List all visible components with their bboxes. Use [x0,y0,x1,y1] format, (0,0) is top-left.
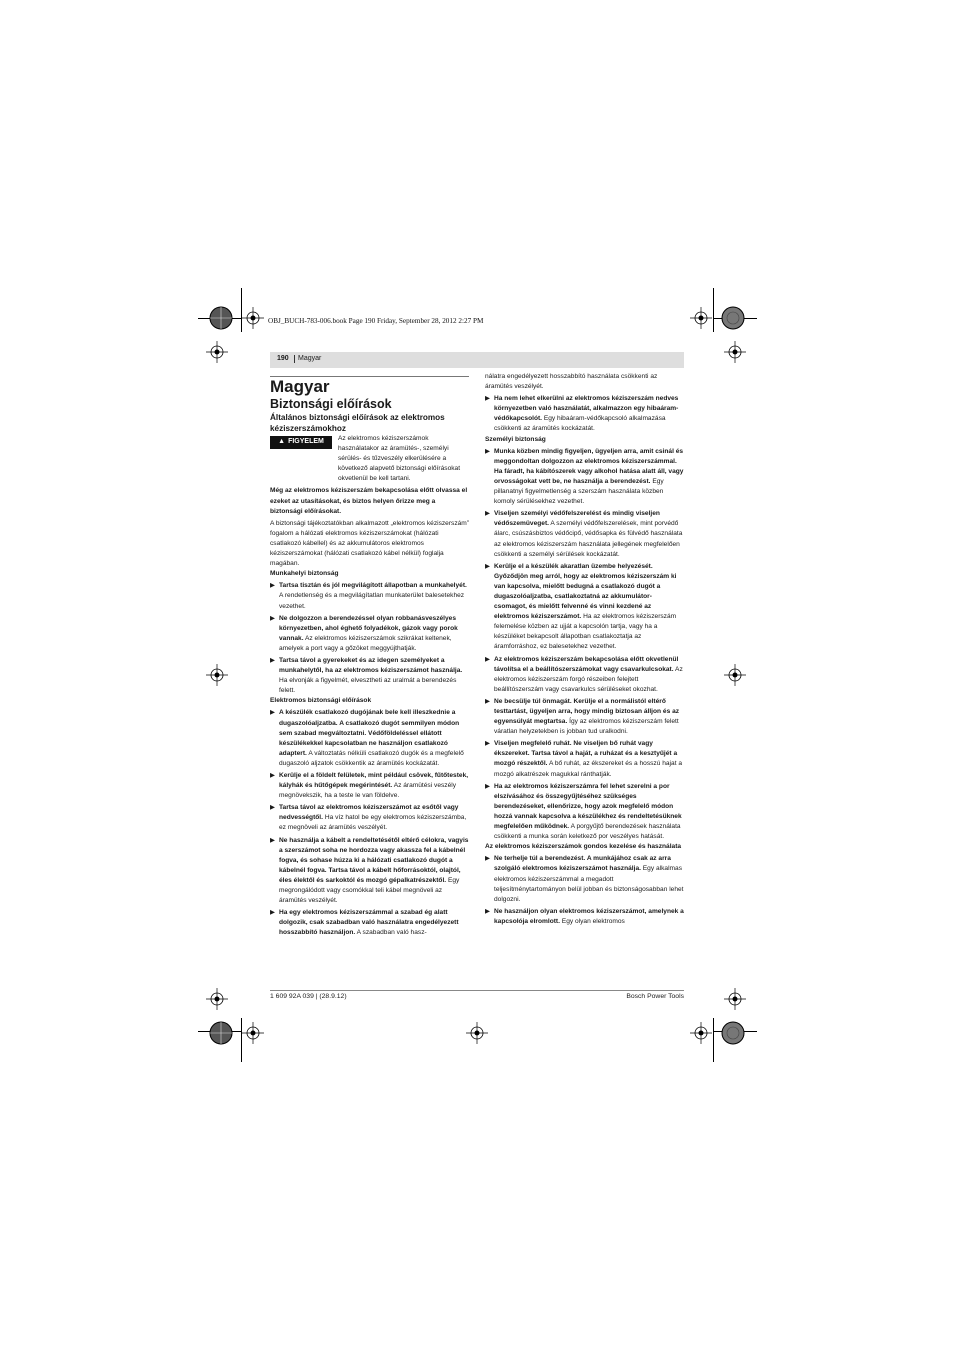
bullet-text: Az áramütési veszély megnövekszik, ha a teste le van földelve. [279,782,457,800]
bullet-bold-text: Ne dolgozzon a berendezéssel olyan robbanásveszélyes környezetben, ahol éghető folyadékok, gázok vagy porok vannak. [279,614,458,642]
crosshair-icon [206,341,228,363]
bullet-arrow-icon: ▶ [485,510,491,518]
bullet-text: Egy hibaáram-védőkapcsoló alkalmazása csökkenti az áramütés kockázatát. [494,415,666,433]
bullet-item [270,908,469,938]
bullet-arrow-icon: ▶ [485,395,491,403]
bullet-arrow-icon: ▶ [485,740,491,748]
bullet-bold-text: Viseljen személyi védőfelszerelést és mindig viseljen védőszemüveget. [494,510,660,528]
bullet-bold-text: Munka közben mindig figyeljen, ügyeljen arra, amit csinál és meggondoltan dolgozzon az elektromos kéziszerszámmal. Ha fáradt, ha kábítószerek vagy alkohol hatása alatt áll, vagy orvosságokat vett be, ne használja a berendezést. [494,447,684,485]
bullet-item [270,581,469,611]
page-title: Magyar [270,377,330,396]
bullet-bold-text: Ne terhelje túl a berendezést. A munkájához csak az arra szolgáló elektromos kéziszerszámot használja. [494,855,671,873]
bullet-bold-text: Kerülje el a készülék akaratlan üzembe helyezését. Győződjön meg arról, hogy az elektromos kéziszerszám ki van kapcsolva, mielőtt bedugná a csatlakozó dugót a dugaszolóaljzatba, csatlakoztatná az akkumulátor-csomagot, és mielőtt felvenné és vinni kezdené az elektromos kéziszerszámot. [494,562,677,621]
footer-brand: Bosch Power Tools [626,993,684,1000]
registration-mark-icon [208,305,234,331]
bullet-text: Ha elvonják a figyelmét, elvesztheti az uralmát a berendezés felett. [279,677,457,695]
warning-badge-label: FIGYELEM [288,438,324,446]
bullet-list [485,447,684,843]
subsection-label: Az elektromos kéziszerszámok gondos kezelése és használata [485,843,682,851]
section-heading: Biztonsági előírások [270,397,392,411]
bullet-arrow-icon: ▶ [270,909,276,917]
subsection-label: Munkahelyi biztonság [270,570,339,578]
registration-mark-icon [720,1020,746,1046]
bullet-list [270,708,469,938]
bullet-item [485,739,684,779]
bullet-text: Egy megrongálódott vagy csomókkal teli kábel megnöveli az áramütés veszélyét. [279,876,460,905]
bullet-arrow-icon: ▶ [270,772,276,779]
bullet-text: Egy pillanatnyi figyelmetlenség a szerszám használata közben komoly sérülésekhez vezethet. [494,477,664,506]
bullet-text: A porgyűjtő berendezések használata csökkenti a munka során keletkező por veszélyes hatását. [494,823,681,841]
crosshair-icon [724,664,746,686]
bullet-bold-text: Ha az elektromos kéziszerszámra fel lehet szerelni a por elszívásához és összegyűjtéséhez szükséges berendezéseket, ellenőrizze, hogy azok megfelelő módon hozzá vannak kapcsolva a készülékhez és rendeltetésüknek megfelelően működnek. [494,782,682,831]
crosshair-icon [724,988,746,1010]
bullet-arrow-icon: ▶ [270,804,276,812]
print-info-line: OBJ_BUCH-783-006.book Page 190 Friday, September 28, 2012 2:27 PM [268,317,484,325]
page-header-bar [270,352,684,368]
bullet-arrow-icon: ▶ [485,855,491,863]
bullet-text: A rendetlenség és a megvilágítatlan munkaterület balesetekhez vezethet. [279,592,465,610]
definition-paragraph: A biztonsági tájékoztatókban alkalmazott „elektromos kéziszerszám” fogalom a hálózati elektromos kéziszerszámokat (hálózati csatlakozó kábellel) és az akkumulátoros elektromos kéziszerszámokat (hálózati csatlakozó kábel nélkül) foglalja magában. [270,519,469,568]
bullet-item [485,907,684,927]
left-column [270,374,469,939]
bullet-text: Így az elektromos kéziszerszám felett váratlan helyzetekben is jobban tud uralkodni. [494,718,679,736]
bullet-item [485,655,684,695]
bullet-text: Ha az elektromos kéziszerszám felemelése közben az ujját a kapcsolón tartja, vagy ha a készüléket bekapcsolt állapotban csatlakoztatja az áramforráshoz, ez balesetekhez vezethet. [494,613,677,651]
bullet-arrow-icon: ▶ [485,655,491,663]
bullet-arrow-icon: ▶ [270,709,276,717]
crosshair-icon [724,341,746,363]
bullet-arrow-icon: ▶ [485,447,491,455]
bullet-arrow-icon: ▶ [485,782,491,790]
bullet-bold-text: Tartsa távol a gyerekeket és az idegen személyeket a munkahelytől, ha az elektromos kéziszerszámot használja. [279,656,463,675]
bullet-arrow-icon: ▶ [270,582,276,590]
bullet-text: Egy alkalmas elektromos kéziszerszámmal a megadott teljesítménytartományon belül jobban és biztonságosabban lehet dolgozni. [494,865,684,903]
crop-mark [713,288,714,332]
bullet-list [270,581,469,696]
subsection-label: Elektromos biztonsági előírások [270,697,372,705]
crosshair-icon [690,307,712,329]
bullet-list [485,854,684,927]
bullet-text: Az elektromos kéziszerszámok szikrákat keltenek, amelyek a port vagy a gőzöket meggyújthatják. [279,634,452,652]
bullet-arrow-icon: ▶ [270,614,276,622]
bullet-bold-text: Ha egy elektromos kéziszerszámmal a szabad ég alatt dolgozik, csak szabadban való használatra engedélyezett hosszabbító használjon. [279,909,459,937]
crosshair-icon [466,1022,488,1044]
warning-triangle-icon: ▲ [278,438,286,446]
bullet-text: Egy olyan elektromos [559,917,625,925]
bullet-arrow-icon: ▶ [485,562,491,570]
bullet-bold-text: Viseljen megfelelő ruhát. Ne viseljen bő ruhát vagy ékszereket. Tartsa távol a haját, a ruházat és a kesztyűjét a mozgó részektől. [494,740,678,768]
subsection-label: Személyi biztonság [485,435,546,443]
bullet-arrow-icon: ▶ [485,907,491,915]
bullet-bold-text: Kerülje el a földelt felületek, mint például csövek, fűtőtestek, kályhák és hűtőgépek megérintését. [279,772,469,790]
bullet-bold-text: Ne használjon olyan elektromos kéziszerszámot, amelynek a kapcsolója elromlott. [494,907,684,925]
footer-divider [270,990,684,991]
bullet-bold-text: Ne becsülje túl önmagát. Kerülje el a normálistól eltérő testtartást, ügyeljen arra, hogy mindig biztosan álljon és az egyensúlyát megtartsa. [494,697,680,726]
page-number: 190 [277,355,289,362]
bullet-bold-text: Tartsa távol az elektromos kéziszerszámot az esőtől vagy nedvességtől. [279,804,459,822]
bullet-arrow-icon: ▶ [485,697,491,705]
crosshair-icon [206,988,228,1010]
bullet-item [270,771,469,801]
bullet-item [485,394,684,434]
bullet-text: A változtatás nélküli csatlakozó dugók és a megfelelő dugaszoló aljzatok csökkentik az áramütés kockázatát. [279,749,464,767]
crosshair-icon [206,664,228,686]
bullet-list [485,394,684,434]
bullet-text: A szabadban való hasz- [355,929,427,937]
intro-bold-paragraph: Még az elektromos kéziszerszám bekapcsolása előtt olvassa el ezeket az utasításokat, és biztos helyen őrizze meg a biztonsági előírásokat. [270,487,468,515]
bullet-item [270,803,469,833]
bullet-text: A személyi védőfelszerelések, mint porvédő álarc, csúszásbiztos védőcipő, védősapka és fülvédő használata az elektromos kéziszerszám használata jellegének megfelelően csökkenti a személyi sérülések kockázatát. [494,520,683,558]
crosshair-icon [690,1022,712,1044]
bullet-item [485,854,684,904]
crosshair-icon [242,1022,264,1044]
bullet-item [485,782,684,843]
bullet-bold-text: Ha nem lehet elkerülni az elektromos kéziszerszám nedves környezetben való használatát, alkalmazzon egy hibaáram-védőkapcsolót. [494,395,679,423]
bullet-item [485,447,684,508]
bullet-bold-text: Tartsa tisztán és jól megvilágított állapotban a munkahelyét. [279,582,467,590]
footer-doc-number: 1 609 92A 039 | (28.9.12) [270,993,347,1000]
bullet-item [270,708,469,769]
warning-text: Az elektromos kéziszerszámok használatakor az áramütés-, személyi sérülés- és tűzveszély elkerülésére a következő alapvető biztonsági előírásokat okvetlenül be kell tartani. [338,435,461,483]
bullet-text: A bő ruhát, az ékszereket és a hosszú hajat a mozgó alkatrészek magukkal ránthatják. [494,760,683,778]
crop-mark [713,1018,714,1062]
bullet-arrow-icon: ▶ [270,836,276,844]
warning-block [270,434,469,484]
bullet-item [270,614,469,654]
right-column [485,372,684,927]
registration-mark-icon [720,305,746,331]
bullet-arrow-icon: ▶ [270,656,276,664]
bullet-item [485,509,684,559]
continued-text: nálatra engedélyezett hosszabbító használata csökkenti az áramütés veszélyét. [485,373,658,391]
bullet-bold-text: Ne használja a kábelt a rendeltetésétől eltérő célokra, vagyis a szerszámot soha ne hordozza vagy akassza fel a kábelnél fogva, és sohase húzza ki a hálózati csatlakozó dugót a kábelnél fogva. Tartsa távol a kábelt hőforrásoktól, olajtól, éles élektől és sarkoktól és mozgó gépalkatrészektől. [279,836,469,884]
header-language: Magyar [294,355,321,363]
crosshair-icon [242,307,264,329]
registration-mark-icon [208,1020,234,1046]
bullet-item [485,697,684,737]
bullet-bold-text: A készülék csatlakozó dugójának bele kell illeszkednie a dugaszolóaljzatba. A csatlakozó dugót semmilyen módon sem szabad megváltoztatni. Védőföldeléssel ellátott készülékekkel kapcsolatban ne használjon csatlakozó adaptert. [279,709,460,757]
warning-badge [270,436,332,449]
bullet-text: Az elektromos kéziszerszám forgó részeiben felejtett beállítószerszám vagy csavarkulcs sérüléseket okozhat. [494,665,683,693]
bullet-item [485,562,684,653]
bullet-item [270,836,469,907]
bullet-bold-text: Az elektromos kéziszerszám bekapcsolása előtt okvetlenül távolítsa el a beállítószerszámokat vagy csavarkulcsokat. [494,655,679,673]
bullet-item [270,656,469,696]
bullet-text: Ha víz hatol be egy elektromos kéziszerszámba, ez megnöveli az áramütés veszélyét. [279,814,467,832]
subsection-heading: Általános biztonsági előírások az elektromos kéziszerszámokhoz [270,413,445,433]
